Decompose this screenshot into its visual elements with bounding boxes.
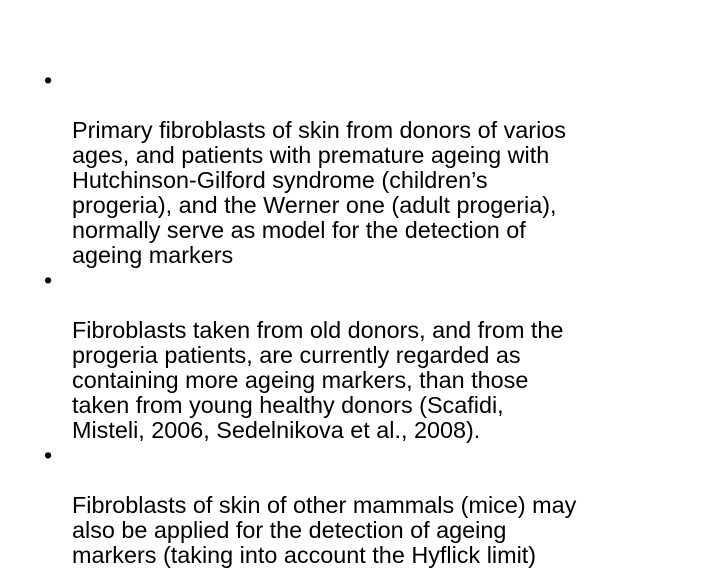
- bullet-text: Fibroblasts taken from old donors, and from the progeria patients, are currently regarded as containing more ageing markers, than those taken from young healthy donors (Scafidi, Misteli, 2006, Sedelnikova et al., 2008).: [72, 317, 564, 443]
- bullet-item-ageing-markers: [44, 268, 704, 443]
- bullet-item-fibroblast-models: [44, 68, 704, 268]
- bullet-text: Primary fibroblasts of skin from donors of varios ages, and patients with premature ageing with Hutchinson-Gilford syndrome (children’s progeria), and the Werner one (adult progeria), normally serve as model for the detection of ageing markers: [72, 117, 566, 268]
- bullet-icon: •: [44, 67, 53, 93]
- bullet-text: Fibroblasts of skin of other mammals (mice) may also be applied for the detection of ageing markers (taking into account the Hyflick limit): [72, 492, 577, 568]
- bullet-list: [44, 68, 704, 568]
- bullet-icon: •: [44, 442, 53, 468]
- bullet-item-other-mammals: [44, 443, 704, 568]
- bullet-icon: •: [44, 267, 53, 293]
